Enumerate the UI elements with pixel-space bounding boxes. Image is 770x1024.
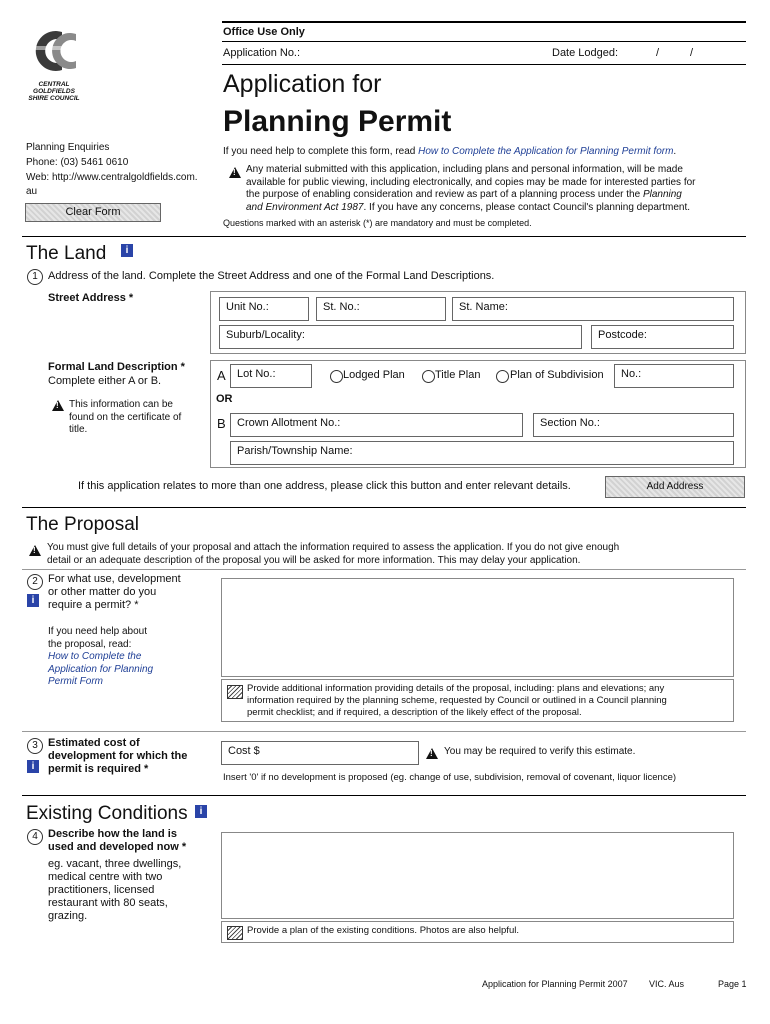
notice-line-3 <box>246 189 696 202</box>
proposal-help-2: the proposal, read: <box>48 638 132 650</box>
help-text <box>223 146 676 157</box>
council-logo-icon <box>28 28 88 74</box>
question-4-line-1: Describe how the land is <box>48 828 177 840</box>
proposal-help-1: If you need help about <box>48 626 147 637</box>
info-icon[interactable]: i <box>195 805 207 818</box>
option-b-label: B <box>217 416 226 431</box>
lot-no-input[interactable]: Lot No.: <box>230 364 312 388</box>
notice-line-4 <box>246 202 696 215</box>
certificate-note-3: title. <box>69 424 88 435</box>
question-3-line-2: development for which the <box>48 750 188 762</box>
question-4-text <box>48 828 186 854</box>
warning-icon <box>29 545 41 556</box>
notice-line-3a: the purpose of enabling consideration and review as part of a planning process under the <box>246 189 643 200</box>
info-icon[interactable]: i <box>27 760 39 773</box>
help-prefix: If you need help to complete this form, read <box>223 146 419 157</box>
question-2-text <box>48 573 181 612</box>
crown-allotment-input[interactable]: Crown Allotment No.: <box>230 413 523 437</box>
formal-land-label: Formal Land Description * <box>48 361 185 373</box>
council-logo <box>28 28 88 100</box>
application-no-label: Application No.: <box>223 47 301 59</box>
proposal-help-link-3[interactable]: Permit Form <box>48 676 103 687</box>
plan-of-subdivision-radio[interactable] <box>496 370 509 383</box>
web-address: Web: http://www.centralgoldfields.com. <box>26 172 198 183</box>
proposal-hint-3: permit checklist; and if required, a description of the likely effect of the proposal. <box>247 707 582 718</box>
proposal-hint-1: Provide additional information providing details of the proposal, including: plans and elevations; any <box>247 683 665 694</box>
footer-form-name: Application for Planning Permit 2007 <box>482 979 628 989</box>
help-link[interactable]: How to Complete the Application for Planning Permit form <box>418 146 674 157</box>
notice-line-1: Any material submitted with this application, including plans and personal information, will be made <box>246 164 683 175</box>
parish-input[interactable]: Parish/Township Name: <box>230 441 734 465</box>
certificate-note <box>69 399 181 437</box>
postcode-input[interactable]: Postcode: <box>591 325 734 349</box>
section-title-existing: Existing Conditions <box>26 803 188 824</box>
planning-enquiries-label: Planning Enquiries <box>26 142 110 153</box>
footer-state: VIC. Aus <box>649 979 685 989</box>
or-label: OR <box>216 393 233 405</box>
proposal-warning-1: You must give full details of your proposal and attach the information required to assess the application. If you do not give enough <box>47 542 620 553</box>
existing-example-3: practitioners, licensed <box>48 884 155 896</box>
multi-address-text: If this application relates to more than one address, please click this button and enter relevant details. <box>78 480 571 492</box>
question-4-line-2: used and developed now * <box>48 841 187 853</box>
date-lodged-label: Date Lodged: <box>552 47 619 59</box>
street-address-label: Street Address * <box>48 292 134 304</box>
act-name-a: Planning <box>642 189 682 200</box>
existing-example-1: eg. vacant, three dwellings, <box>48 858 182 870</box>
plan-of-subdivision-label: Plan of Subdivision <box>510 369 604 381</box>
plan-no-input[interactable]: No.: <box>614 364 734 388</box>
logo-text: CENTRAL GOLDFIELDS SHIRE COUNCIL <box>28 81 80 102</box>
proposal-help <box>48 626 153 689</box>
question-3-line-1: Estimated cost of <box>48 737 140 749</box>
footer-page-number: Page 1 <box>718 979 747 989</box>
street-no-input[interactable]: St. No.: <box>316 297 446 321</box>
act-name-b: and Environment Act 1987 <box>246 201 364 213</box>
lodged-plan-radio[interactable] <box>330 370 343 383</box>
proposal-help-link-1[interactable]: How to Complete the <box>48 651 142 662</box>
proposal-help-link-2[interactable]: Application for Planning <box>48 663 154 675</box>
warning-icon <box>229 167 241 178</box>
formal-land-subtext: Complete either A or B. <box>48 375 162 387</box>
certificate-note-2: found on the certificate of <box>69 411 182 423</box>
notice-line-4b: . If you have any concerns, please contact Council's planning department. <box>363 201 691 213</box>
existing-example-4: restaurant with 80 seats, <box>48 897 168 909</box>
cost-input[interactable]: Cost $ <box>221 741 419 765</box>
suburb-input[interactable]: Suburb/Locality: <box>219 325 582 349</box>
street-name-input[interactable]: St. Name: <box>452 297 734 321</box>
question-number-2: 2 <box>27 574 43 590</box>
section-no-input[interactable]: Section No.: <box>533 413 734 437</box>
title-line-1: Application for <box>223 70 382 98</box>
public-notice <box>246 164 696 214</box>
add-address-button[interactable]: Add Address <box>605 476 745 498</box>
question-3-line-3: permit is required * <box>48 763 149 775</box>
lodged-plan-label: Lodged Plan <box>343 369 405 381</box>
proposal-hint-2: information required by the planning scheme, requested by Council or outlined in a Council planning <box>247 695 667 706</box>
proposal-warning-2: detail or an adequate description of the proposal you will be asked for more information. This may delay your application. <box>47 554 581 566</box>
question-3-text <box>48 737 187 776</box>
existing-example-5: grazing. <box>48 910 88 922</box>
mandatory-note: Questions marked with an asterisk (*) are mandatory and must be completed. <box>223 218 532 228</box>
web-address-cont: au <box>26 186 38 197</box>
page-title: Planning Permit <box>223 105 452 138</box>
section-title-proposal: The Proposal <box>26 514 140 535</box>
warning-icon <box>52 400 64 411</box>
proposal-textarea[interactable] <box>221 578 734 677</box>
section-title-land: The Land <box>26 243 107 264</box>
question-number-3: 3 <box>27 738 43 754</box>
question-2-line-1: For what use, development <box>48 573 181 585</box>
note-pencil-icon <box>227 926 243 940</box>
verify-estimate-note: You may be required to verify this estimate. <box>444 746 636 757</box>
info-icon[interactable]: i <box>27 594 39 607</box>
existing-hint: Provide a plan of the existing conditions. Photos are also helpful. <box>247 925 519 936</box>
warning-icon <box>426 748 438 759</box>
date-slash-1: / <box>656 47 660 59</box>
existing-example <box>48 858 181 923</box>
proposal-warning <box>47 542 619 567</box>
question-number-4: 4 <box>27 829 43 845</box>
question-number-1: 1 <box>27 269 43 285</box>
clear-form-button[interactable]: Clear Form <box>25 203 161 222</box>
certificate-note-1: This information can be <box>69 399 173 410</box>
proposal-hint <box>247 683 667 719</box>
unit-no-input[interactable]: Unit No.: <box>219 297 309 321</box>
question-2-line-3: require a permit? * <box>48 599 139 611</box>
existing-conditions-textarea[interactable] <box>221 832 734 919</box>
help-suffix: . <box>673 146 677 157</box>
office-use-label: Office Use Only <box>223 26 305 38</box>
date-slash-2: / <box>690 47 694 59</box>
option-a-label: A <box>217 368 226 383</box>
title-plan-label: Title Plan <box>435 369 481 381</box>
question-1-text: Address of the land. Complete the Street Address and one of the Formal Land Descriptions. <box>48 270 495 282</box>
question-2-line-2: or other matter do you <box>48 586 157 598</box>
info-icon[interactable]: i <box>121 244 133 257</box>
insert-zero-note: Insert '0' if no development is proposed (eg. change of use, subdivision, removal of covenant, liquor licence) <box>223 772 677 783</box>
phone-number: Phone: (03) 5461 0610 <box>26 157 129 168</box>
notice-line-2: available for public viewing, including electronically, and copies may be made for interested parties for <box>246 176 696 188</box>
existing-example-2: medical centre with two <box>48 871 163 883</box>
title-plan-radio[interactable] <box>422 370 435 383</box>
note-pencil-icon <box>227 685 243 699</box>
